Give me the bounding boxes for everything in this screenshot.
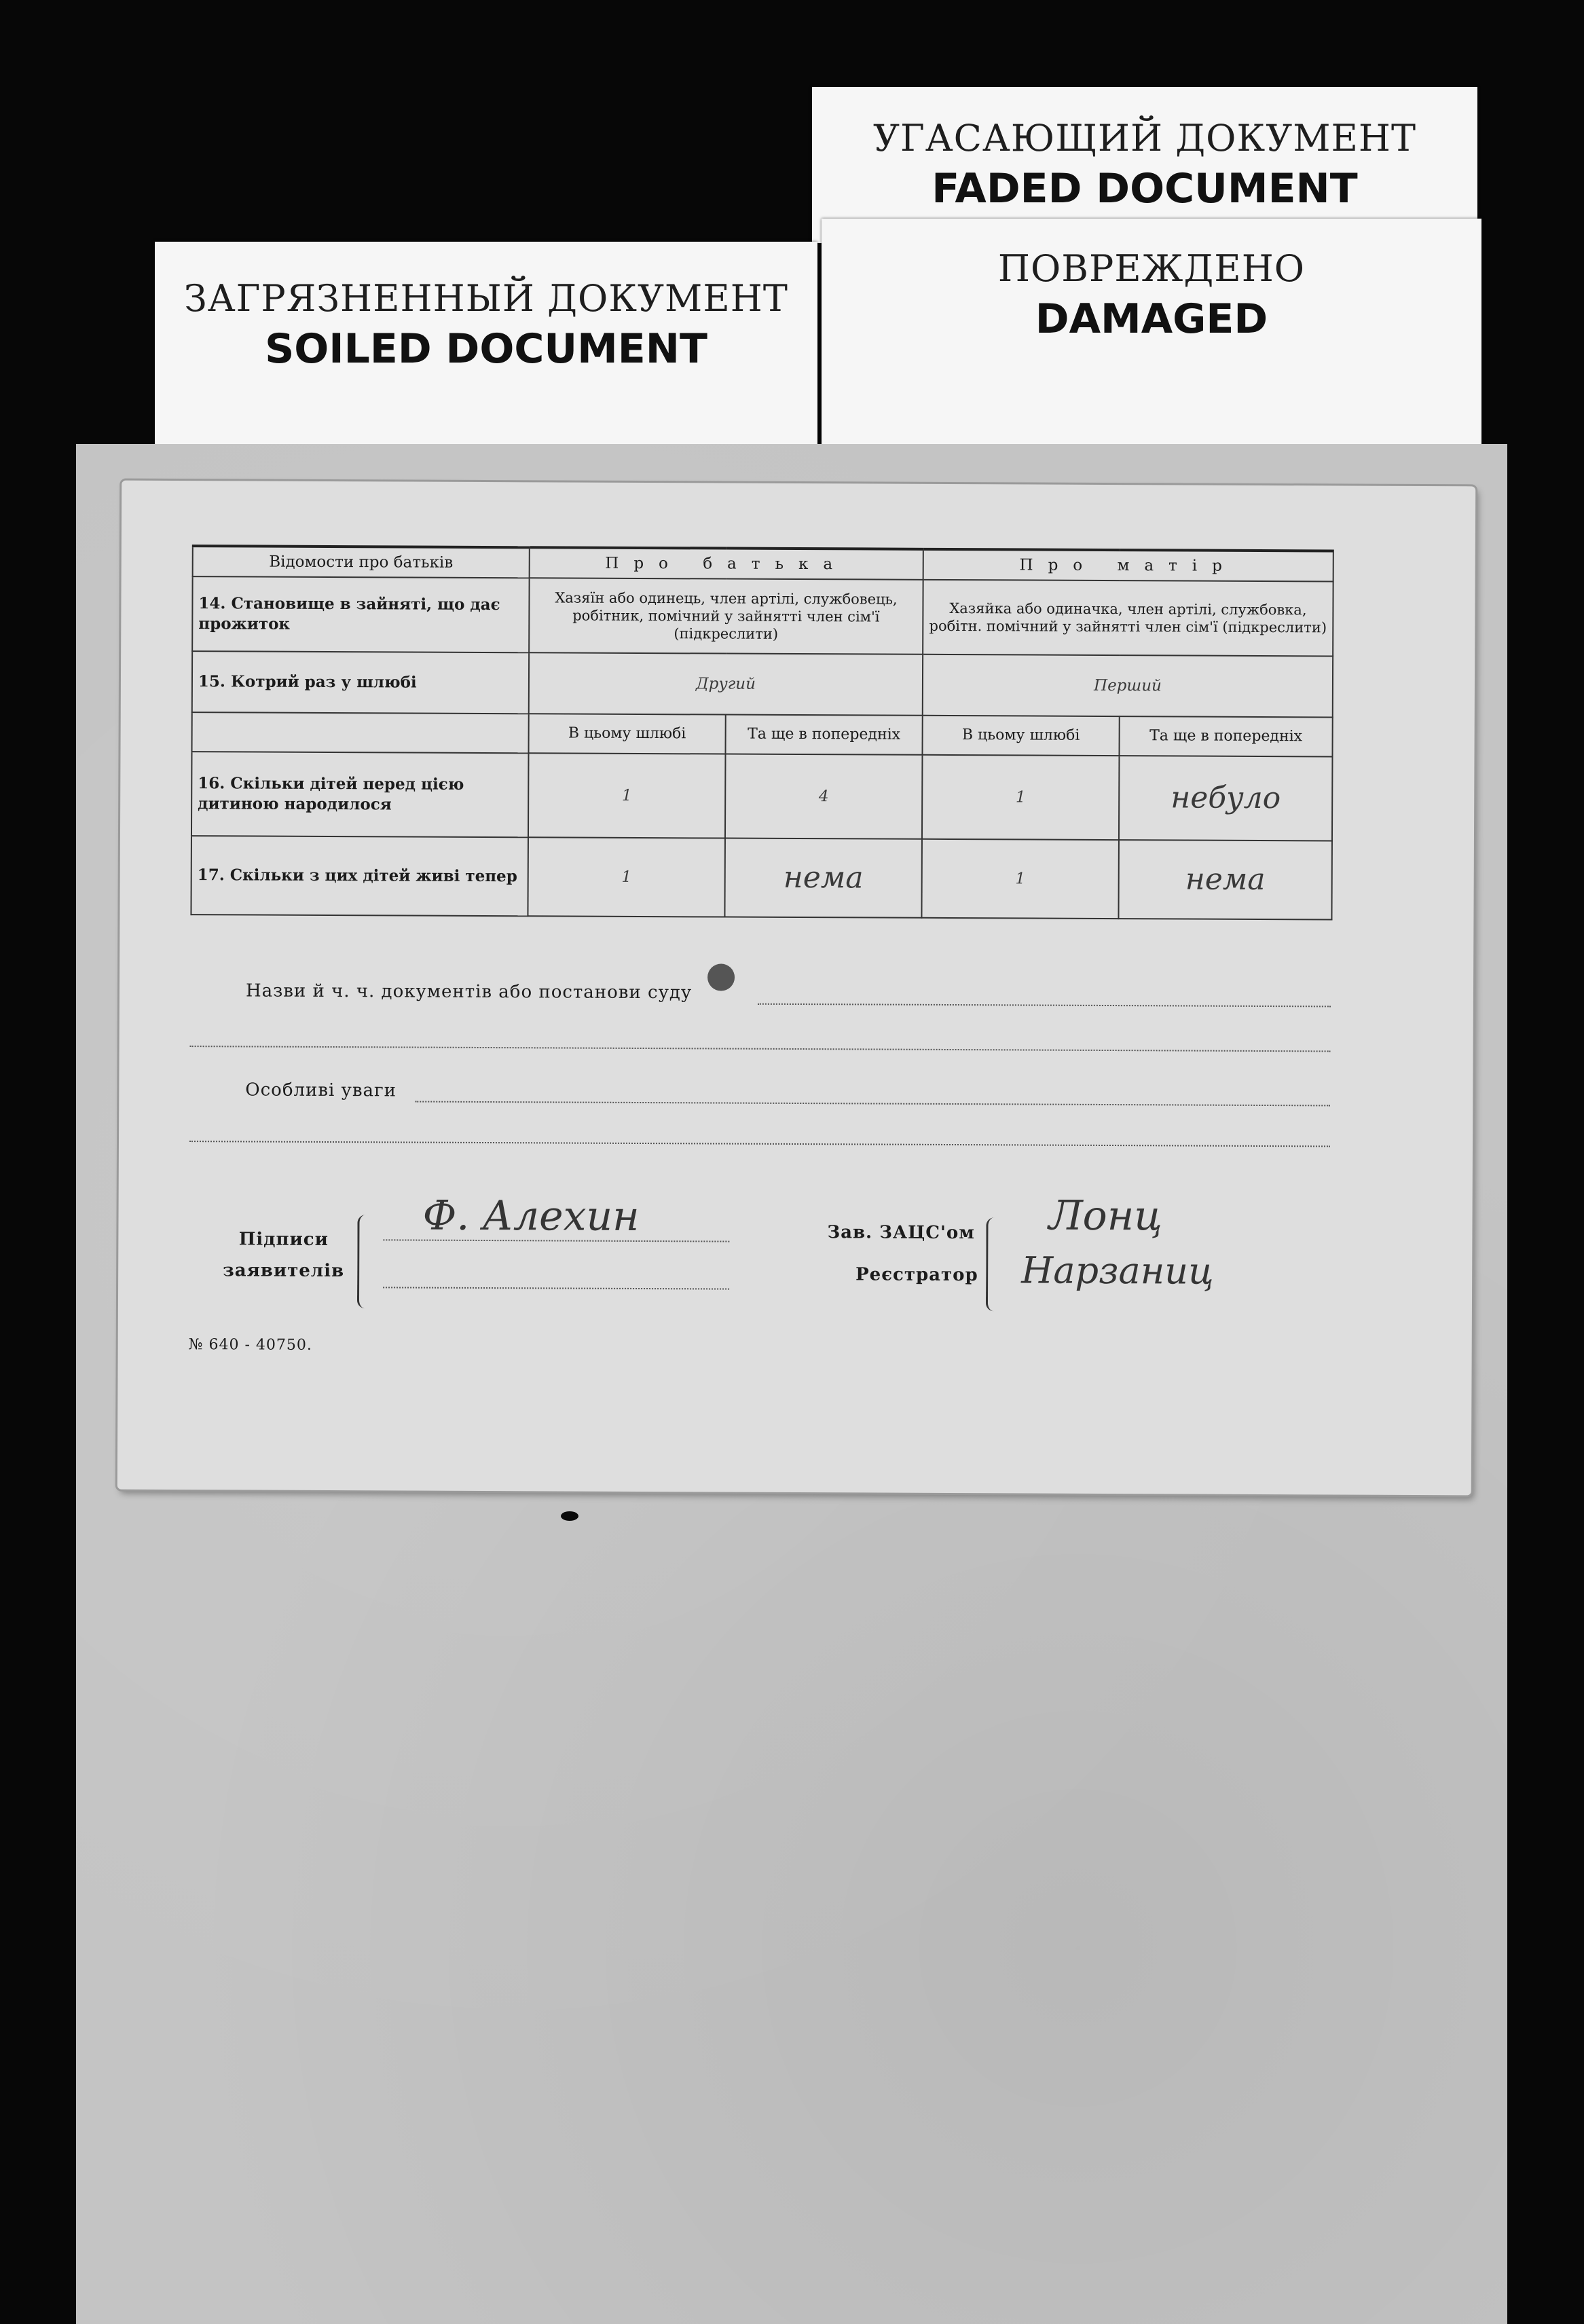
- form-number: № 640 - 40750.: [188, 1336, 312, 1354]
- faded-label-ru: УГАСАЮЩИЙ ДОКУМЕНТ: [872, 117, 1417, 160]
- parents-info-table: [190, 545, 1333, 920]
- signatures-label-line2: заявителів: [223, 1260, 345, 1282]
- damaged-label-en: DAMAGED: [1035, 295, 1268, 343]
- subheader-mother-this: В цьому шлюбі: [922, 716, 1119, 756]
- damaged-label: [822, 219, 1481, 452]
- soiled-label-ru: ЗАГРЯЗНЕННЫЙ ДОКУМЕНТ: [184, 277, 788, 320]
- signature-brace: [357, 1215, 369, 1308]
- signatures-label-line1: Підписи: [238, 1229, 329, 1250]
- notes-line-2: [189, 1141, 1330, 1147]
- damaged-label-ru: ПОВРЕЖДЕНО: [997, 247, 1306, 290]
- row-16-mother-this: 1: [922, 755, 1120, 840]
- header-parents-info: Відомости про батьків: [193, 546, 530, 578]
- row-16-mother-prev: небуло: [1119, 756, 1333, 841]
- faded-label-en: FADED DOCUMENT: [932, 165, 1358, 213]
- row-16-father-this: 1: [528, 753, 726, 838]
- registration-form-sheet: [117, 481, 1475, 1496]
- row-17-father-this: 1: [528, 837, 725, 917]
- row-17-mother-prev: нема: [1118, 840, 1332, 919]
- row-16-father-prev: 4: [725, 754, 923, 839]
- ink-blot: [707, 963, 735, 991]
- notes-line: [415, 1101, 1330, 1107]
- signature-brace-right: [986, 1217, 998, 1311]
- row-17-father-prev: нема: [724, 838, 922, 918]
- subheader-spacer: [192, 712, 529, 753]
- soiled-label-en: SOILED DOCUMENT: [265, 325, 707, 373]
- row-15-label: 15. Котрий раз у шлюбі: [192, 651, 529, 714]
- row-14-father: Хазяїн або одинець, член артілі, службовець, робітник, помічний у зайнятті член сім'ї (підкреслити): [529, 578, 923, 654]
- documents-line-2: [190, 1046, 1331, 1052]
- head-signature: Лонц: [1048, 1192, 1163, 1240]
- row-15-mother-value: Перший: [923, 654, 1333, 718]
- row-17-mother-this: 1: [921, 839, 1119, 919]
- signatures-label: [223, 1223, 344, 1287]
- registrar-label: Реєстратор: [855, 1264, 978, 1286]
- header-father: Про батька: [530, 547, 923, 580]
- registrar-signature: Нарзаниц: [1021, 1249, 1214, 1293]
- subheader-father-this: В цьому шлюбі: [529, 714, 726, 754]
- row-14-label: 14. Становище в зайняті, що дає прожиток: [192, 576, 529, 652]
- row-16-label: 16. Скільки дітей перед цією дитиною народилося: [191, 752, 529, 837]
- header-mother: Про матір: [923, 549, 1333, 582]
- soiled-document-label: [155, 242, 817, 452]
- documents-label: Назви й ч. ч. документів або постанови суду: [245, 980, 693, 1003]
- damage-hole: [561, 1511, 578, 1521]
- row-14-mother: Хазяйка або одиначка, член артілі, службовка, робітн. помічний у зайнятті член сім'ї (підкреслити): [923, 580, 1333, 657]
- row-15-father-value: Другий: [529, 652, 923, 716]
- subheader-mother-prev: Та ще в попередніх: [1119, 716, 1332, 756]
- applicant-signature-line-2: [383, 1287, 729, 1289]
- row-17-label: 17. Скільки з цих дітей живі тепер: [191, 836, 528, 916]
- head-label: Зав. ЗАЦС'ом: [827, 1222, 975, 1244]
- subheader-father-prev: Та ще в попередніх: [726, 715, 923, 755]
- documents-line: [758, 1003, 1331, 1008]
- notes-label: Особливі уваги: [245, 1080, 397, 1101]
- applicant-signature: Ф. Алехин: [422, 1192, 640, 1240]
